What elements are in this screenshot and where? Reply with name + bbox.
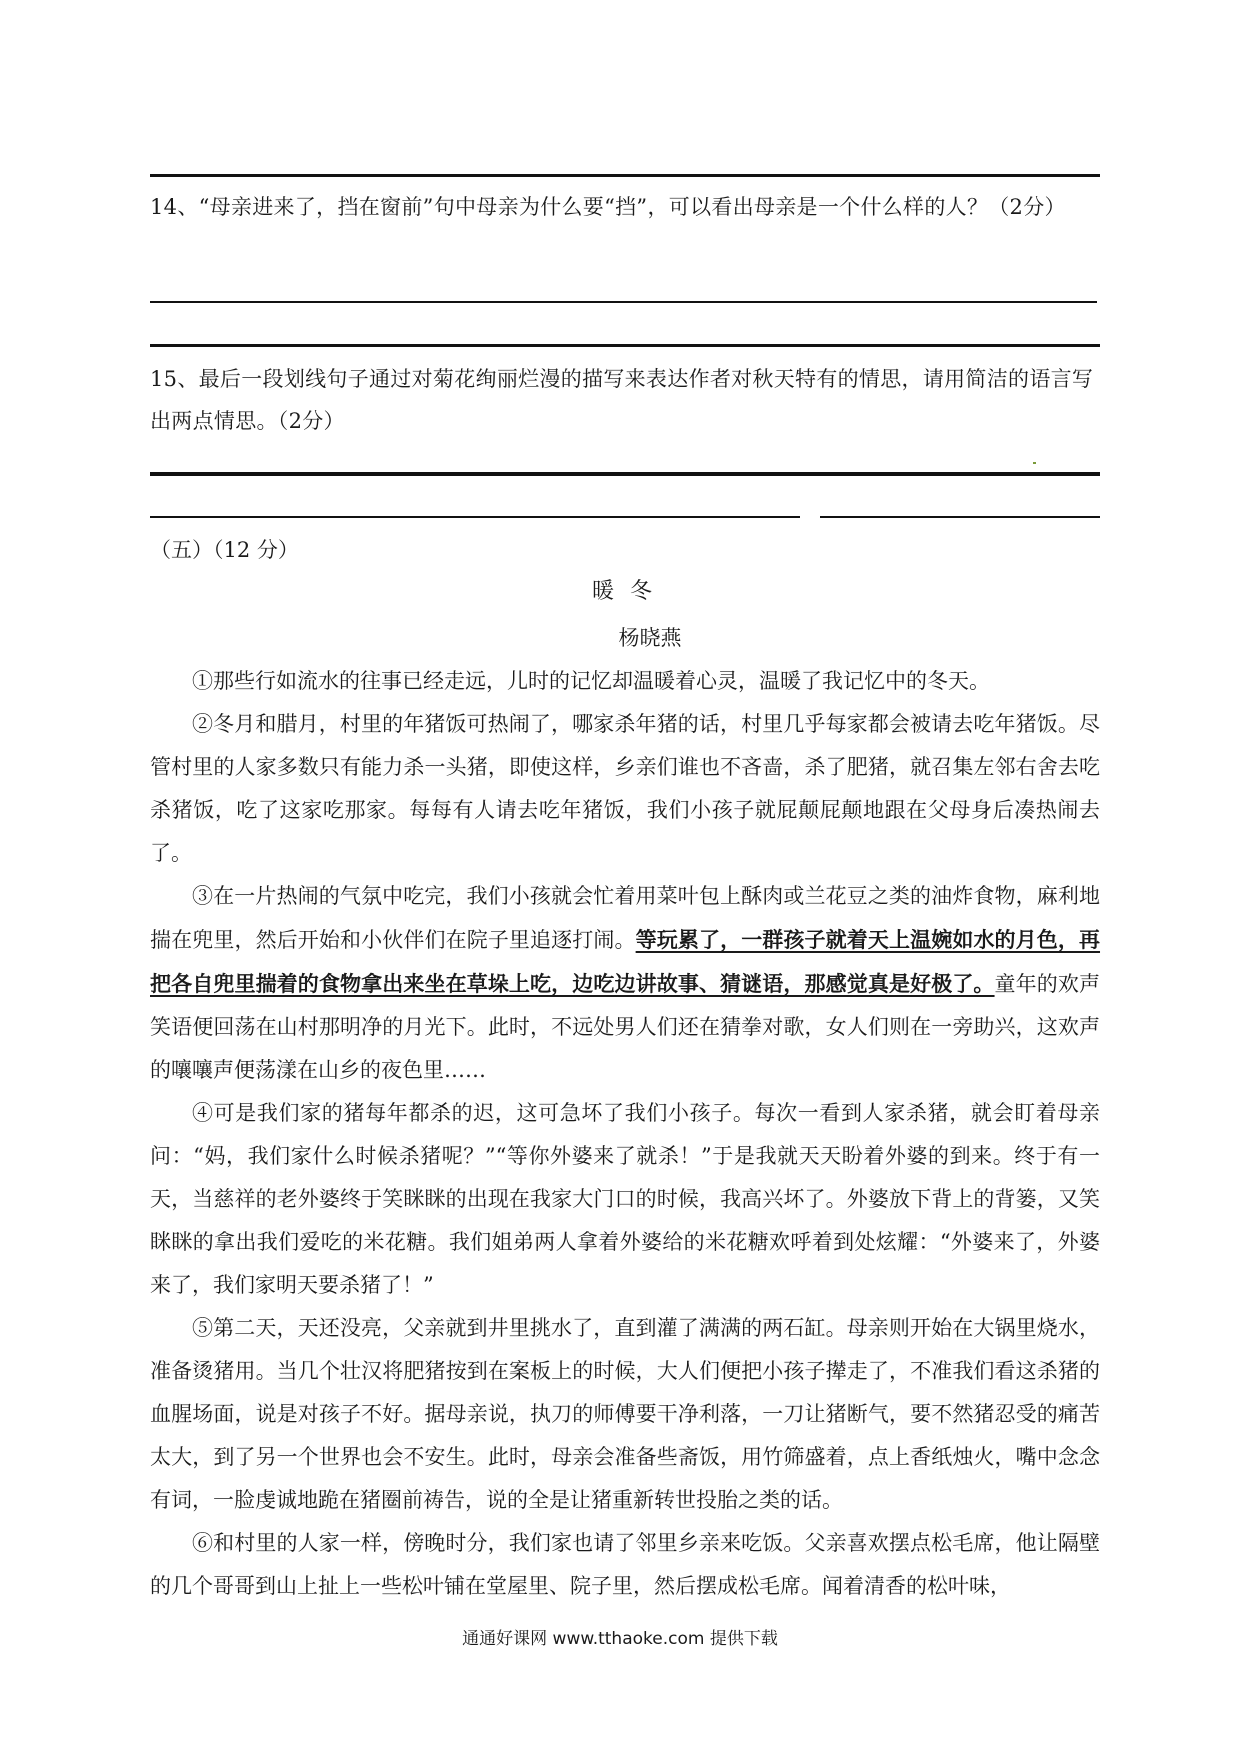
- paragraph-3-start: ③在一片热闹的气氛中吃完，我们小孩就会忙着用菜叶包上酥肉或兰花豆之类的油炸食物，麻利地揣在兜里，然后开始和小伙伴们在院子里追逐打闹。: [150, 884, 1100, 952]
- paragraph-4: ④可是我们家的猪每年都杀的迟，这可急坏了我们小孩子。每次一看到人家杀猪，就会盯着母亲问：“妈，我们家什么时候杀猪呢？”“等你外婆来了就杀！”于是我就天天盼着外婆的到来。终于有一天，当慈祥的老外婆终于笑眯眯的出现在我家大门口的时候，我高兴坏了。外婆放下背上的背篓，又笑眯眯的拿出我们爱吃的米花糖。我们姐弟两人拿着外婆给的米花糖欢呼着到处炫耀：“外婆来了，外婆来了，我们家明天要杀猪了！”: [150, 1101, 1100, 1297]
- answer-line: [150, 301, 1097, 303]
- question-14: 14、“母亲进来了，挡在窗前”句中母亲为什么要“挡”，可以看出母亲是一个什么样的人？（2分）: [150, 195, 1066, 219]
- answer-line: [150, 344, 1100, 347]
- answer-line: [150, 472, 1100, 476]
- underlined-sentence: 等玩累了，一群孩子就着天上温婉如水的月色，再把各自兜里揣着的食物拿出来坐在草垛上吃，边吃边讲故事、猜谜语，那感觉真是好极了。: [150, 927, 1101, 996]
- paragraph-3-end: 童年的欢声笑语便回荡在山村那明净的月光下。此时，不远处男人们还在猜拳对歌，女人们则在一旁助兴，这欢声的嚷嚷声便荡漾在山乡的夜色里……: [150, 972, 1101, 1082]
- answer-line: [150, 516, 800, 518]
- scan-speck: [1033, 462, 1036, 464]
- passage-author: 杨晓燕: [618, 626, 682, 650]
- paragraph-2: ②冬月和腊月，村里的年猪饭可热闹了，哪家杀年猪的话，村里几乎每家都会被请去吃年猪饭。尽管村里的人家多数只有能力杀一头猪，即使这样，乡亲们谁也不吝啬，杀了肥猪，就召集左邻右舍去吃杀猪饭，吃了这家吃那家。每每有人请去吃年猪饭，我们小孩子就屁颠屁颠地跟在父母身后凑热闹去了。: [150, 712, 1100, 865]
- question-15: 15、最后一段划线句子通过对菊花绚丽烂漫的描写来表达作者对秋天特有的情思，请用简洁的语言写出两点情思。（2分）: [150, 367, 1094, 433]
- paragraph-1: ①那些行如流水的往事已经走远，儿时的记忆却温暖着心灵，温暖了我记忆中的冬天。: [192, 669, 990, 693]
- paragraph-5: ⑤第二天，天还没亮，父亲就到井里挑水了，直到灌了满满的两石缸。母亲则开始在大锅里烧水，准备烫猪用。当几个壮汉将肥猪按到在案板上的时候，大人们便把小孩子撵走了，不准我们看这杀猪的血腥场面，说是对孩子不好。据母亲说，执刀的师傅要干净利落，一刀让猪断气，要不然猪忍受的痛苦太大，到了另一个世界也会不安生。此时，母亲会准备些斋饭，用竹筛盛着，点上香纸烛火，嘴中念念有词，一脸虔诚地跪在猪圈前祷告，说的全是让猪重新转世投胎之类的话。: [150, 1316, 1100, 1512]
- page-footer: 通通好课网 www.tthaoke.com 提供下载: [462, 1629, 778, 1649]
- answer-line: [820, 516, 1100, 518]
- answer-line: [150, 174, 1100, 177]
- passage-body: [150, 660, 1100, 1608]
- section-header: （五）（12 分）: [150, 538, 299, 562]
- passage-title: 暖冬: [591, 579, 668, 604]
- paragraph-3: [150, 875, 1100, 1092]
- paragraph-6: ⑥和村里的人家一样，傍晚时分，我们家也请了邻里乡亲来吃饭。父亲喜欢摆点松毛席，他让隔壁的几个哥哥到山上扯上一些松叶铺在堂屋里、院子里，然后摆成松毛席。闻着清香的松叶味，: [150, 1531, 1100, 1598]
